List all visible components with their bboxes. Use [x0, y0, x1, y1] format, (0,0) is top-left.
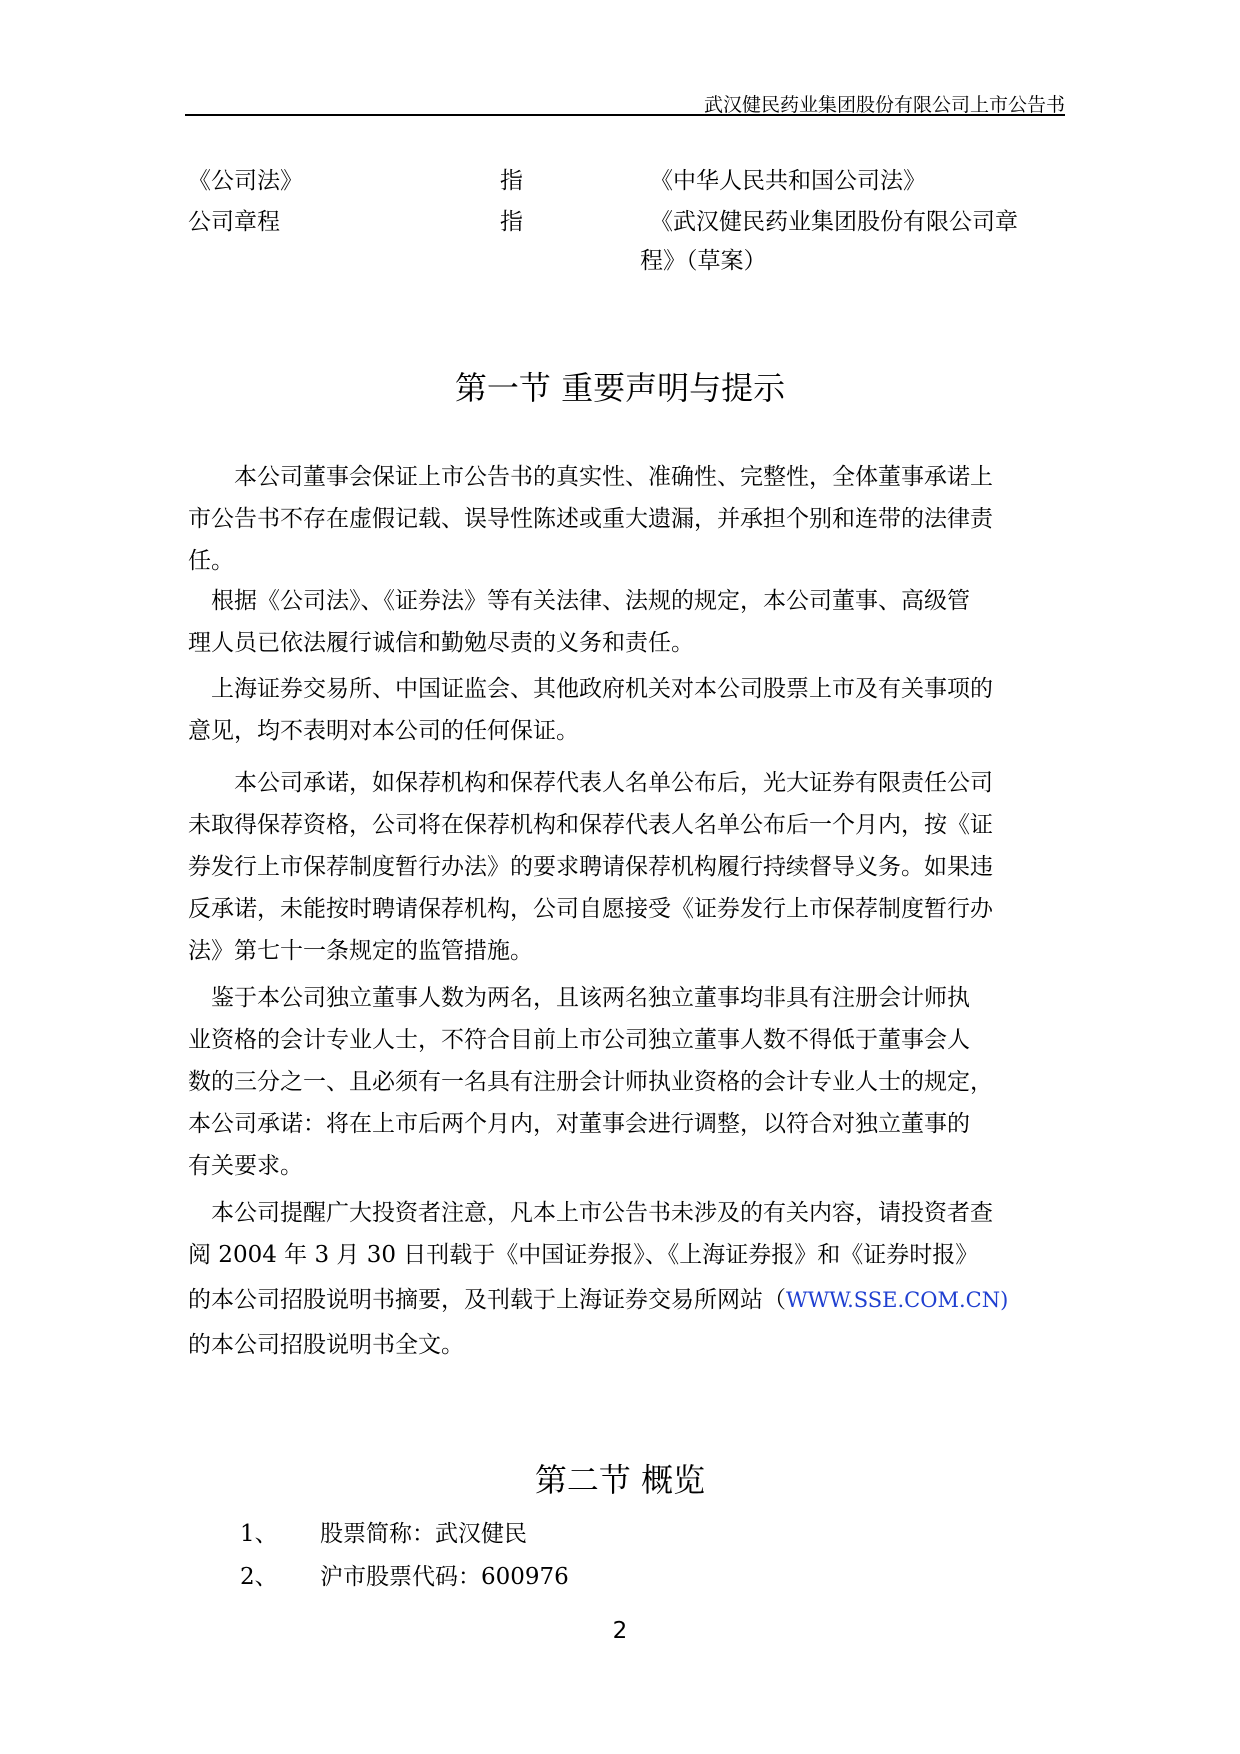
- paragraph-line: 业资格的会计专业人士，不符合目前上市公司独立董事人数不得低于董事会人: [188, 1027, 970, 1053]
- header-rule: [185, 114, 1065, 116]
- header-title: 武汉健民药业集团股份有限公司上市公告书: [703, 94, 1065, 116]
- paragraph-line-text: 的本公司招股说明书摘要，及刊载于上海证券交易所网站（: [188, 1287, 786, 1313]
- list-number: 2、: [240, 1564, 278, 1590]
- definition-meaning: 《武汉健民药业集团股份有限公司章: [650, 209, 1018, 235]
- list-number: 1、: [240, 1521, 278, 1547]
- paragraph-line: 本公司提醒广大投资者注意，凡本上市公告书未涉及的有关内容，请投资者查: [188, 1200, 993, 1226]
- paragraph-line: 券发行上市保荐制度暂行办法》的要求聘请保荐机构履行持续督导义务。如果违: [188, 854, 993, 880]
- definition-term: 《公司法》: [188, 168, 303, 194]
- page-number: 2: [612, 1618, 628, 1644]
- paragraph-line: 数的三分之一、且必须有一名具有注册会计师执业资格的会计专业人士的规定，: [188, 1069, 993, 1095]
- paragraph-line: 本公司董事会保证上市公告书的真实性、准确性、完整性，全体董事承诺上: [188, 464, 993, 490]
- sse-website-link[interactable]: WWW.SSE.COM.CN): [786, 1288, 1009, 1312]
- paragraph-no-guarantee: [188, 668, 1068, 752]
- paragraph-independent-directors: [188, 977, 1068, 1187]
- paragraph-line: 未取得保荐资格，公司将在保荐机构和保荐代表人名单公布后一个月内，按《证: [188, 812, 993, 838]
- paragraph-legal-duties: [188, 580, 1068, 664]
- list-text: 股票简称：武汉健民: [320, 1521, 527, 1547]
- paragraph-line: 市公告书不存在虚假记载、误导性陈述或重大遗漏，并承担个别和连带的法律责: [188, 506, 993, 532]
- paragraph-line: 本公司承诺：将在上市后两个月内，对董事会进行调整，以符合对独立董事的: [188, 1111, 970, 1137]
- paragraph-line: 阅 2004 年 3 月 30 日刊载于《中国证券报》、《上海证券报》和《证券时报》: [188, 1242, 979, 1268]
- paragraph-line: 的本公司招股说明书全文。: [188, 1332, 464, 1358]
- definition-means: 指: [500, 209, 523, 235]
- paragraph-line: 意见，均不表明对本公司的任何保证。: [188, 718, 579, 744]
- paragraph-line: 本公司承诺，如保荐机构和保荐代表人名单公布后，光大证券有限责任公司: [188, 770, 993, 796]
- paragraph-sponsor-commitment: [188, 762, 1068, 972]
- definition-meaning-continued: 程》（草案）: [640, 248, 767, 274]
- definition-term: 公司章程: [188, 209, 280, 235]
- paragraph-investor-reminder: [188, 1192, 1068, 1366]
- paragraph-board-guarantee: [188, 456, 1068, 582]
- paragraph-line: 法》第七十一条规定的监管措施。: [188, 938, 533, 964]
- section-1-title: 第一节 重要声明与提示: [454, 369, 786, 407]
- paragraph-line: 根据《公司法》、《证券法》等有关法律、法规的规定，本公司董事、高级管: [188, 588, 970, 614]
- paragraph-line: 鉴于本公司独立董事人数为两名，且该两名独立董事均非具有注册会计师执: [188, 985, 970, 1011]
- list-text: 沪市股票代码：600976: [320, 1564, 569, 1590]
- paragraph-line: 理人员已依法履行诚信和勤勉尽责的义务和责任。: [188, 630, 694, 656]
- paragraph-line: 反承诺，未能按时聘请保荐机构，公司自愿接受《证券发行上市保荐制度暂行办: [188, 896, 993, 922]
- paragraph-line: 上海证券交易所、中国证监会、其他政府机关对本公司股票上市及有关事项的: [188, 676, 993, 702]
- paragraph-line: 有关要求。: [188, 1153, 303, 1179]
- paragraph-line-with-link: [188, 1276, 1068, 1324]
- definition-meaning: 《中华人民共和国公司法》: [650, 168, 926, 194]
- definition-means: 指: [500, 168, 523, 194]
- section-2-title: 第二节 概览: [534, 1461, 706, 1499]
- paragraph-line: 任。: [188, 548, 234, 574]
